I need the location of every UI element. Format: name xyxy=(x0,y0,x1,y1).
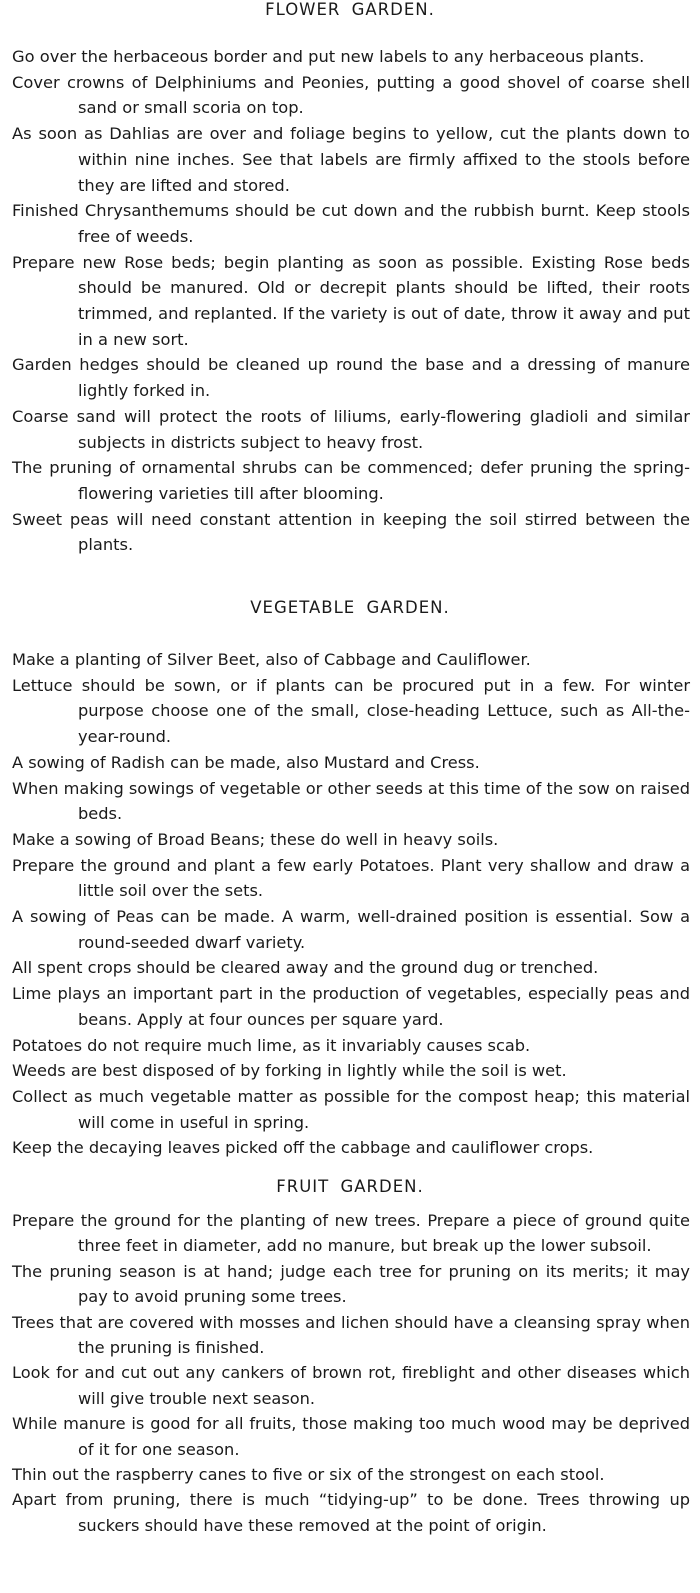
list-item: A sowing of Peas can be made. A warm, well-drained position is essential. Sow a round-seeded dwarf variety. xyxy=(12,907,690,952)
list-item: Thin out the raspberry canes to five or six of the strongest on each stool. xyxy=(12,1465,605,1485)
list-item: Trees that are covered with mosses and lichen should have a cleansing spray when the pruning is finished. xyxy=(12,1312,690,1358)
list-item: A sowing of Radish can be made, also Mustard and Cress. xyxy=(12,752,480,772)
list-item: Coarse sand will protect the roots of liliums, early-flowering gladioli and similar subjects in districts subject to heavy frost. xyxy=(12,406,690,452)
list-item: Cover crowns of Delphiniums and Peonies, putting a good shovel of coarse shell sand or small scoria on top. xyxy=(12,72,690,118)
list-item: Keep the decaying leaves picked off the cabbage and cauliflower crops. xyxy=(12,1138,594,1158)
list-item: Make a planting of Silver Beet, also of Cabbage and Cauliflower. xyxy=(12,650,531,669)
list-item: Garden hedges should be cleaned up round the base and a dressing of manure lightly forked in. xyxy=(12,355,690,401)
list-item: Lettuce should be sown, or if plants can be procured put in a few. For winter purpose choose one of the small, close-heading Lettuce, such as All-the-year-round. xyxy=(12,675,690,747)
list-item: When making sowings of vegetable or other seeds at this time of the sow on raised beds. xyxy=(12,778,690,824)
list-item: All spent crops should be cleared away and the ground dug or trenched. xyxy=(12,958,599,978)
list-item: Sweet peas will need constant attention in keeping the soil stirred between the plants. xyxy=(12,509,690,555)
list-item: Potatoes do not require much lime, as it invariably causes scab. xyxy=(12,1035,531,1055)
list-item: The pruning of ornamental shrubs can be commenced; defer pruning the spring-flowering varieties till after blooming. xyxy=(12,458,690,503)
list-item: Weeds are best disposed of by forking in lightly while the soil is wet. xyxy=(12,1061,567,1081)
list-item: The pruning season is at hand; judge each tree for pruning on its merits; it may pay to avoid pruning some trees. xyxy=(12,1261,690,1307)
list-item: Go over the herbaceous border and put new labels to any herbaceous plants. xyxy=(12,47,645,66)
list-item: Look for and cut out any cankers of brown rot, fireblight and other diseases which will give trouble next season. xyxy=(12,1363,690,1408)
list-item: Prepare the ground and plant a few early Potatoes. Plant very shallow and draw a little soil over the sets. xyxy=(12,855,690,901)
fruit-garden-heading: FRUIT GARDEN. xyxy=(276,1177,424,1196)
list-item: While manure is good for all fruits, those making too much wood may be deprived of it for one season. xyxy=(12,1414,690,1459)
list-item: Collect as much vegetable matter as possible for the compost heap; this material will come in useful in spring. xyxy=(12,1086,690,1132)
vegetable-garden-heading: VEGETABLE GARDEN. xyxy=(250,598,450,617)
list-item: Apart from pruning, there is much “tidying-up” to be done. Trees throwing up suckers should have these removed at the point of origin. xyxy=(12,1490,690,1535)
list-item: Finished Chrysanthemums should be cut down and the rubbish burnt. Keep stools free of weeds. xyxy=(12,201,690,246)
fruit-garden-section xyxy=(0,1208,700,1538)
list-item: Prepare new Rose beds; begin planting as soon as possible. Existing Rose beds should be manured. Old or decrepit plants should be lifted, their roots trimmed, and replanted. If the variety is out of date, throw it away and put in a new sort. xyxy=(12,252,690,349)
list-item: Prepare the ground for the planting of new trees. Prepare a piece of ground quite three feet in diameter, add no manure, but break up the lower subsoil. xyxy=(12,1211,690,1256)
list-item: Make a sowing of Broad Beans; these do well in heavy soils. xyxy=(12,829,499,849)
flower-garden-heading: FLOWER GARDEN. xyxy=(265,0,435,19)
list-item: Lime plays an important part in the production of vegetables, especially peas and beans. Apply at four ounces per square yard. xyxy=(12,984,690,1029)
vegetable-garden-section xyxy=(0,647,700,1161)
flower-garden-section xyxy=(0,44,700,558)
list-item: As soon as Dahlias are over and foliage begins to yellow, cut the plants down to within nine inches. See that labels are firmly affixed to the stools before they are lifted and stored. xyxy=(12,124,690,195)
